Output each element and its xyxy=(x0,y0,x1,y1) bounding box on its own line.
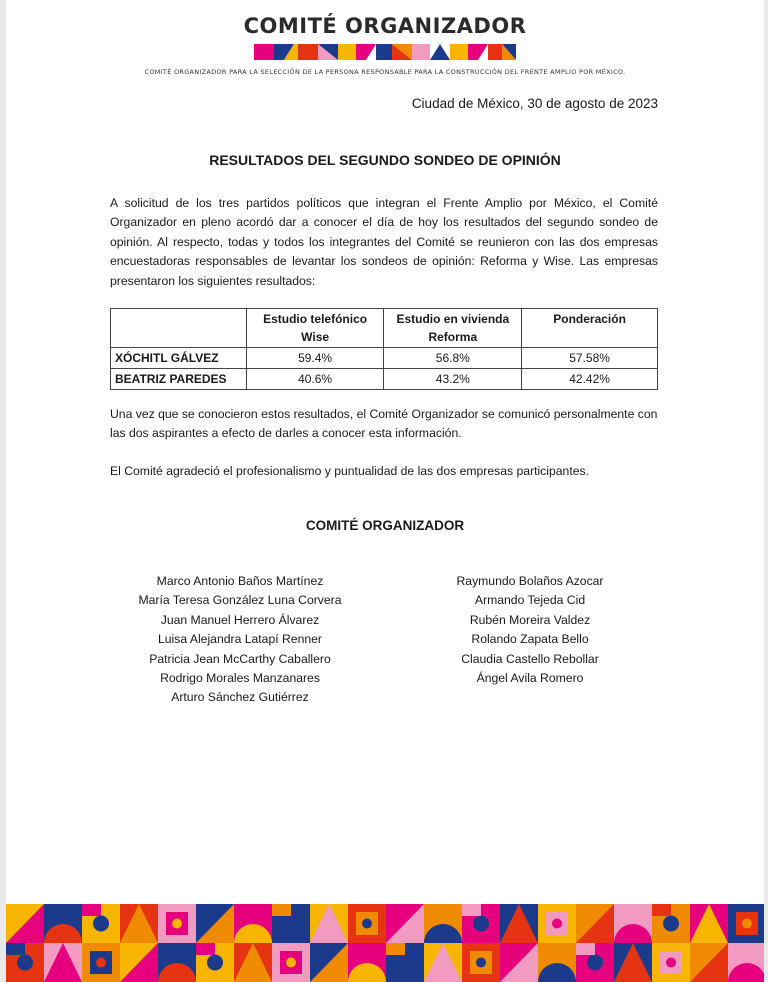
intro-paragraph: A solicitud de los tres partidos políticos que integran el Frente Amplio por México, el Comité Organizador en pleno acordó dar a conocer el día de hoy los resultados del segundo sondeo de opinión. Al respecto, todas y todos los integrantes del Comité se reunieron con las dos empresas encuestadoras responsables de levantar los sondeos de opinión: Reforma y Wise. Las empresas presentaron los siguientes resultados: xyxy=(110,196,658,288)
header-line: Wise xyxy=(301,330,330,344)
candidate-name: BEATRIZ PAREDES xyxy=(111,369,247,390)
footer-tile xyxy=(272,943,310,982)
footer-tile xyxy=(234,904,272,943)
wise-value: 40.6% xyxy=(246,369,384,390)
candidate-name: XÓCHITL GÁLVEZ xyxy=(111,348,247,369)
member-name: Marco Antonio Baños Martínez xyxy=(156,574,324,588)
table-header-ponderacion xyxy=(522,309,658,348)
member-name: Ángel Avila Romero xyxy=(476,671,584,686)
footer-tile xyxy=(652,943,690,982)
after-results-paragraph: Una vez que se conocieron estos resultados, el Comité Organizador se comunicó personalmente con las dos aspirantes a efecto de darles a conocer esta información. xyxy=(110,407,658,441)
table-header-reforma xyxy=(384,309,522,348)
footer-tile xyxy=(120,904,158,943)
member-name: Luisa Alejandra Latapí Renner xyxy=(158,632,322,647)
footer-tile xyxy=(196,904,234,943)
place-date: Ciudad de México, 30 de agosto de 2023 xyxy=(411,96,658,111)
header-line: Reforma xyxy=(428,330,478,344)
footer-tile xyxy=(386,904,424,943)
footer-tile xyxy=(576,943,614,982)
weighted-value: 42.42% xyxy=(522,369,658,390)
member-name: Armando Tejeda Cid xyxy=(474,593,586,608)
committee-members-right xyxy=(412,572,648,688)
header-line: Ponderación xyxy=(553,312,626,326)
footer-tile xyxy=(82,943,120,982)
results-table xyxy=(110,308,658,390)
committee-members-left xyxy=(120,572,360,708)
footer-tile xyxy=(690,904,728,943)
footer-tile xyxy=(500,904,538,943)
table-header-wise xyxy=(246,309,384,348)
member-name: Rubén Moreira Valdez xyxy=(469,612,591,627)
footer-tile xyxy=(728,943,764,982)
footer-tile xyxy=(44,943,82,982)
member-name: Rolando Zapata Bello xyxy=(471,632,589,647)
footer-tile xyxy=(6,904,44,943)
footer-tile xyxy=(728,904,764,943)
footer-tile xyxy=(576,904,614,943)
footer-tile xyxy=(196,943,234,982)
document-title: RESULTADOS DEL SEGUNDO SONDEO DE OPINIÓN xyxy=(209,152,561,168)
reforma-value: 43.2% xyxy=(384,369,522,390)
footer-tile xyxy=(386,943,424,982)
reforma-value: 56.8% xyxy=(384,348,522,369)
footer-tile xyxy=(82,904,120,943)
header-decorative-band xyxy=(254,44,516,60)
header-title: COMITÉ ORGANIZADOR xyxy=(243,14,527,38)
footer-tile xyxy=(348,904,386,943)
wise-value: 59.4% xyxy=(246,348,384,369)
footer-tile xyxy=(462,943,500,982)
footer-tile xyxy=(424,943,462,982)
footer-tile xyxy=(348,943,386,982)
table-header-empty xyxy=(111,309,247,348)
footer-tile xyxy=(120,943,158,982)
member-name: Claudia Castello Rebollar xyxy=(461,651,599,666)
header-line: Estudio telefónico xyxy=(263,312,368,326)
document-page xyxy=(6,0,764,982)
footer-tile xyxy=(6,943,44,982)
thanks-paragraph: El Comité agradeció el profesionalismo y puntualidad de las dos empresas participantes. xyxy=(110,464,589,478)
footer-tile xyxy=(44,904,82,943)
table-row xyxy=(111,348,658,369)
member-name: Rodrigo Morales Manzanares xyxy=(160,671,320,686)
footer-tile xyxy=(462,904,500,943)
weighted-value: 57.58% xyxy=(522,348,658,369)
footer-tile xyxy=(272,904,310,943)
footer-tile xyxy=(310,943,348,982)
table-header-row xyxy=(111,309,658,348)
footer-tile xyxy=(234,943,272,982)
member-name: Arturo Sánchez Gutiérrez xyxy=(171,690,309,705)
member-name: Juan Manuel Herrero Álvarez xyxy=(160,612,320,627)
footer-tile xyxy=(158,943,196,982)
table-row xyxy=(111,369,658,390)
member-name: María Teresa González Luna Corvera xyxy=(138,593,342,608)
footer-tile xyxy=(310,904,348,943)
footer-tile xyxy=(424,904,462,943)
footer-tile xyxy=(614,943,652,982)
footer-tile xyxy=(690,943,728,982)
footer-tile xyxy=(614,904,652,943)
footer-tile xyxy=(652,904,690,943)
footer-tile xyxy=(500,943,538,982)
footer-tile xyxy=(538,904,576,943)
member-name: Patricia Jean McCarthy Caballero xyxy=(149,651,331,666)
header-line: Estudio en vivienda xyxy=(396,312,510,326)
header-subtitle: COMITÉ ORGANIZADOR PARA LA SELECCIÓN DE LA PERSONA RESPONSABLE PARA LA CONSTRUCCIÓN DEL FRENTE AMPLIO POR MÉXICO. xyxy=(144,68,626,76)
committee-title: COMITÉ ORGANIZADOR xyxy=(305,518,465,533)
footer-tile xyxy=(538,943,576,982)
footer-tile xyxy=(158,904,196,943)
footer-decorative-pattern xyxy=(6,904,764,982)
member-name: Raymundo Bolaños Azocar xyxy=(456,574,604,588)
